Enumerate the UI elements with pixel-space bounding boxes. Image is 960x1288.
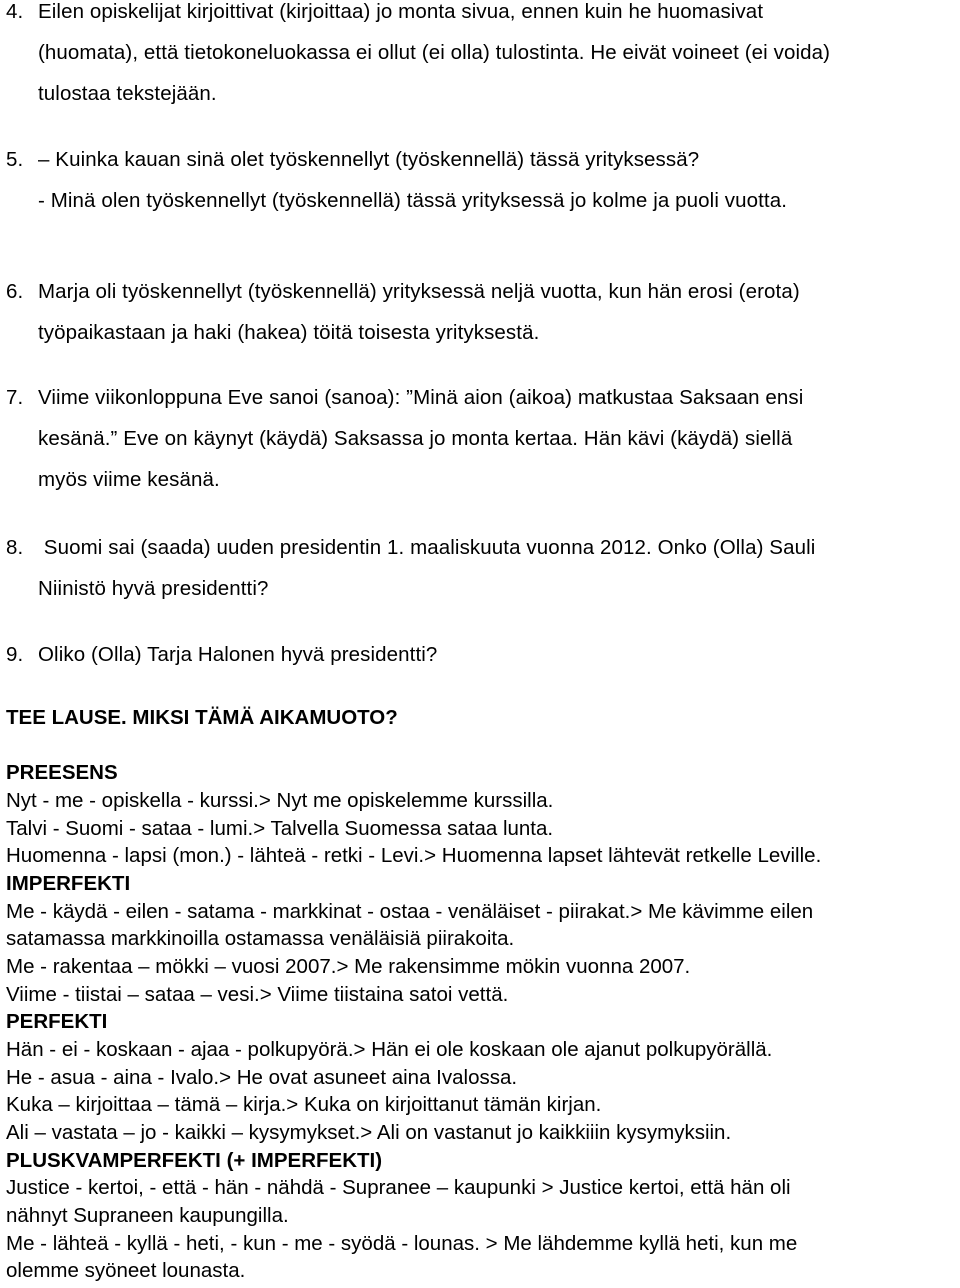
exercise-number: 9.	[6, 643, 24, 666]
example-line: olemme syöneet lounasta.	[6, 1259, 246, 1282]
example-line: He - asua - aina - Ivalo.> He ovat asuneet aina Ivalossa.	[6, 1066, 518, 1089]
example-line: Me - lähteä - kyllä - heti, - kun - me - syödä - lounas. > Me lähdemme kyllä heti, kun me	[6, 1232, 798, 1255]
exercise-number: 7.	[6, 386, 24, 409]
example-line: satamassa markkinoilla ostamassa venäläisiä piirakoita.	[6, 927, 515, 950]
exercise-number: 8.	[6, 536, 24, 559]
exercise-line: Marja oli työskennellyt (työskennellä) yrityksessä neljä vuotta, kun hän erosi (erota)	[38, 280, 800, 303]
exercise-number: 6.	[6, 280, 24, 303]
exercise-line: Viime viikonloppuna Eve sanoi (sanoa): ”Minä aion (aikoa) matkustaa Saksaan ensi	[38, 386, 804, 409]
exercise-line: tulostaa tekstejään.	[38, 82, 217, 105]
exercise-line: Suomi sai (saada) uuden presidentin 1. maaliskuuta vuonna 2012. Onko (Olla) Sauli	[38, 536, 816, 559]
task-heading: TEE LAUSE. MIKSI TÄMÄ AIKAMUOTO?	[6, 706, 398, 729]
exercise-line: työpaikastaan ja haki (hakea) töitä toisesta yrityksestä.	[38, 321, 540, 344]
exercise-line: kesänä.” Eve on käynyt (käydä) Saksassa jo monta kertaa. Hän kävi (käydä) siellä	[38, 427, 793, 450]
exercise-7	[6, 377, 954, 500]
exercise-line: - Minä olen työskennellyt (työskennellä) tässä yrityksessä jo kolme ja puoli vuotta.	[38, 189, 788, 212]
example-line: Me - rakentaa – mökki – vuosi 2007.> Me rakensimme mökin vuonna 2007.	[6, 955, 691, 978]
example-line: Hän - ei - koskaan - ajaa - polkupyörä.> Hän ei ole koskaan ole ajanut polkupyörällä.	[6, 1038, 773, 1061]
section-heading-preesens: PREESENS	[6, 761, 118, 784]
example-line: nähnyt Supraneen kaupungilla.	[6, 1204, 289, 1227]
example-line: Nyt - me - opiskella - kurssi.> Nyt me opiskelemme kurssilla.	[6, 789, 554, 812]
exercise-9	[6, 634, 954, 675]
example-line: Huomenna - lapsi (mon.) - lähteä - retki - Levi.> Huomenna lapset lähtevät retkelle Leville.	[6, 844, 822, 867]
section-heading-imperfekti: IMPERFEKTI	[6, 872, 131, 895]
example-line: Viime - tiistai – sataa – vesi.> Viime tiistaina satoi vettä.	[6, 983, 509, 1006]
exercise-5	[6, 139, 954, 221]
exercise-6	[6, 271, 954, 353]
exercise-8	[6, 527, 954, 609]
exercise-line: – Kuinka kauan sinä olet työskennellyt (työskennellä) tässä yrityksessä?	[38, 148, 700, 171]
example-line: Justice - kertoi, - että - hän - nähdä - Supranee – kaupunki > Justice kertoi, että hän oli	[6, 1176, 791, 1199]
exercise-line: myös viime kesänä.	[38, 468, 220, 491]
section-heading-pluskvamperfekti: PLUSKVAMPERFEKTI (+ IMPERFEKTI)	[6, 1149, 383, 1172]
section-heading-perfekti: PERFEKTI	[6, 1010, 108, 1033]
example-line: Talvi - Suomi - sataa - lumi.> Talvella Suomessa sataa lunta.	[6, 817, 554, 840]
exercise-number: 4.	[6, 0, 24, 23]
exercise-line: (huomata), että tietokoneluokassa ei ollut (ei olla) tulostinta. He eivät voineet (ei voida)	[38, 41, 831, 64]
example-line: Ali – vastata – jo - kaikki – kysymykset.> Ali on vastanut jo kaikkiiin kysymyksiin.	[6, 1121, 732, 1144]
example-line: Kuka – kirjoittaa – tämä – kirja.> Kuka on kirjoittanut tämän kirjan.	[6, 1093, 602, 1116]
exercise-4	[6, 0, 954, 114]
exercise-line: Niinistö hyvä presidentti?	[38, 577, 269, 600]
exercise-line: Oliko (Olla) Tarja Halonen hyvä presidentti?	[38, 643, 438, 666]
exercise-line: Eilen opiskelijat kirjoittivat (kirjoittaa) jo monta sivua, ennen kuin he huomasivat	[38, 0, 764, 23]
example-line: Me - käydä - eilen - satama - markkinat - ostaa - venäläiset - piirakat.> Me kävimme eilen	[6, 900, 814, 923]
exercise-number: 5.	[6, 148, 24, 171]
